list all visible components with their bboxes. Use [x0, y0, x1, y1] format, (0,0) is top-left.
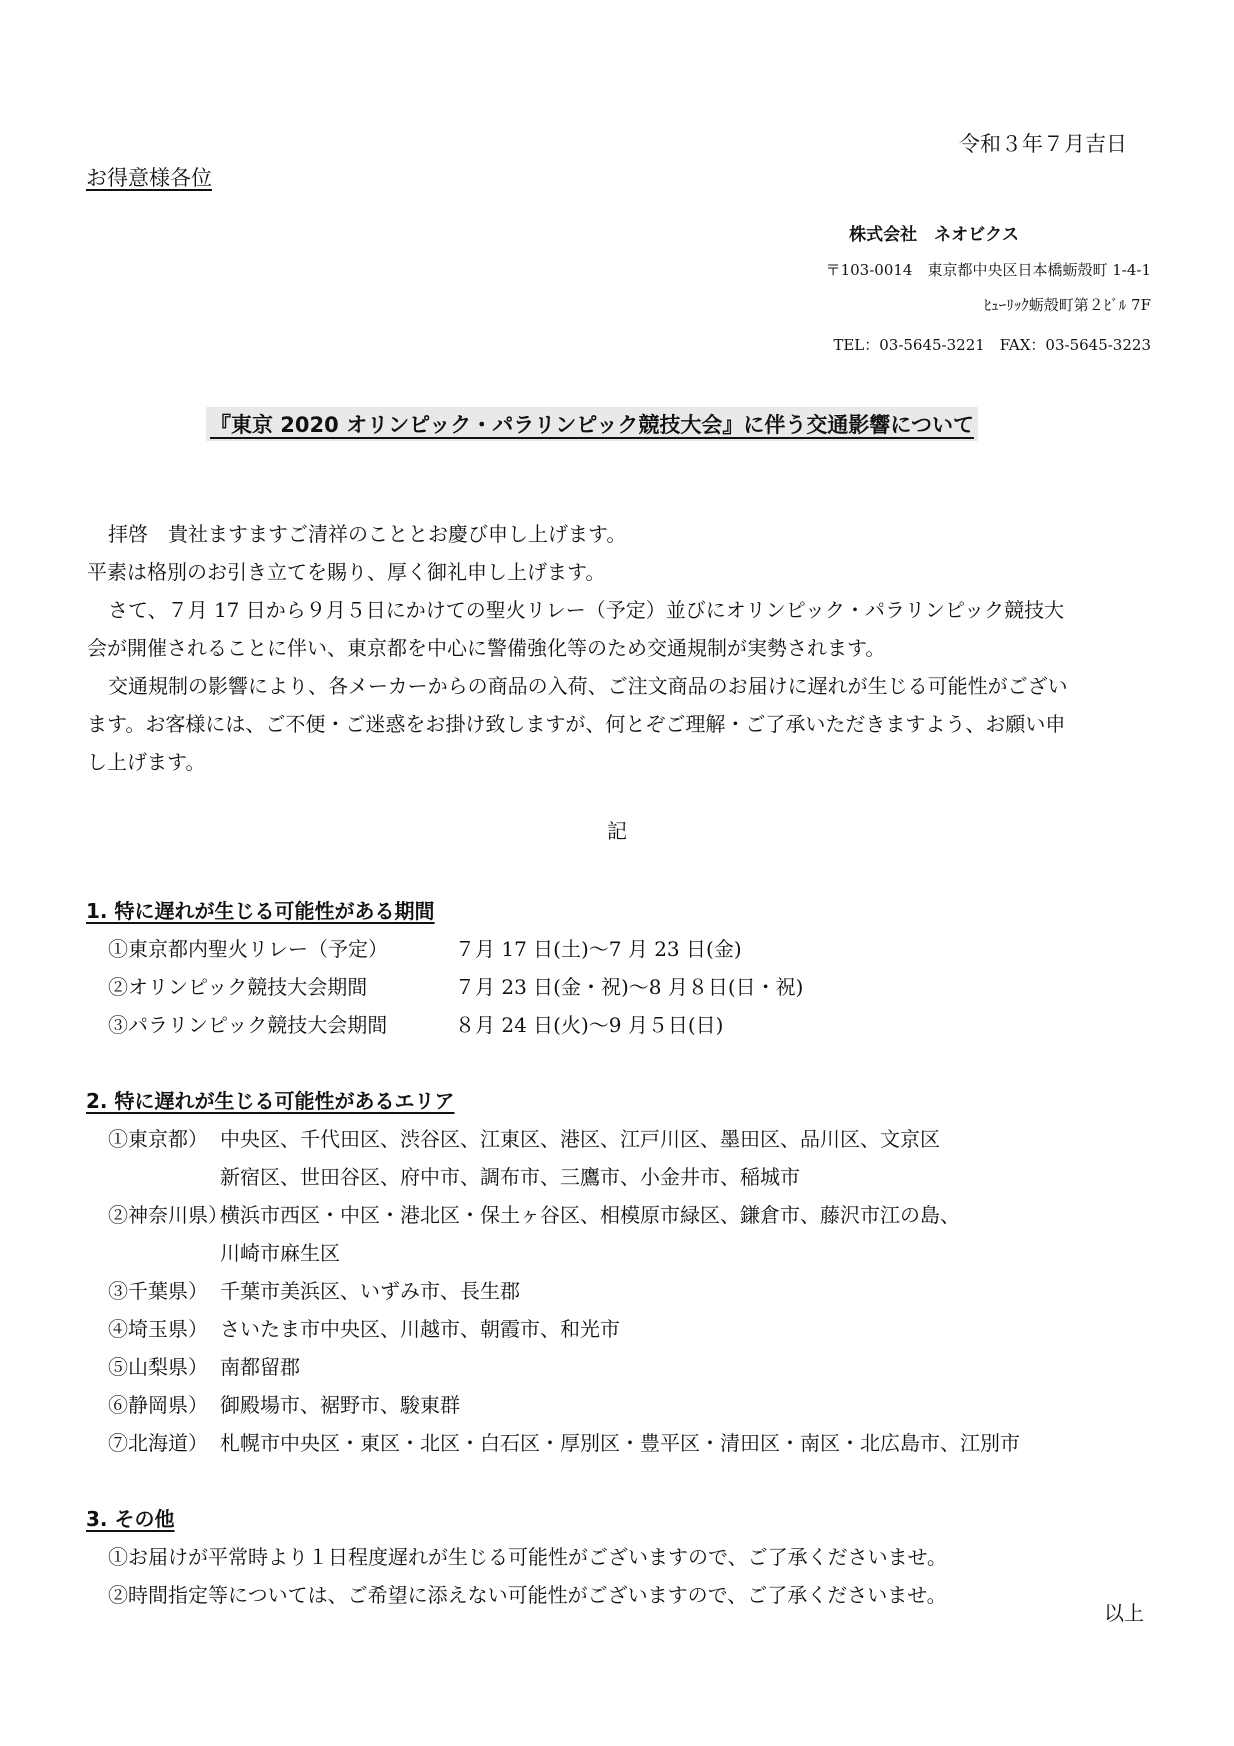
- body-line: ます。お客様には、ご不便・ご迷惑をお掛け致しますが、何とぞご理解・ご了承いただきますよう、お願い申: [87, 712, 1066, 736]
- body-line: 交通規制の影響により、各メーカーからの商品の入荷、ご注文商品のお届けに遅れが生じる可能性がござい: [108, 674, 1068, 698]
- period-label: ③パラリンピック競技大会期間: [108, 1013, 388, 1037]
- area-label: ⑥静岡県）: [108, 1393, 208, 1417]
- area-list: 横浜市西区・中区・港北区・保土ヶ谷区、相模原市緑区、鎌倉市、藤沢市江の島、: [220, 1203, 960, 1227]
- closing: 以上: [1104, 1601, 1144, 1625]
- area-list: 川崎市麻生区: [220, 1241, 340, 1265]
- other-note: ①お届けが平常時より１日程度遅れが生じる可能性がございますので、ご了承くださいませ。: [108, 1545, 947, 1569]
- ki-marker: 記: [607, 819, 627, 843]
- area-label: ⑦北海道）: [108, 1431, 208, 1455]
- area-list: さいたま市中央区、川越市、朝霞市、和光市: [220, 1317, 620, 1341]
- body-line: し上げます。: [87, 750, 206, 774]
- area-label: ⑤山梨県）: [108, 1355, 208, 1379]
- company-name: 株式会社 ネオビクス: [849, 225, 1019, 245]
- area-list: 新宿区、世田谷区、府中市、調布市、三鷹市、小金井市、稲城市: [220, 1165, 800, 1189]
- body-line: さて、７月 17 日から９月５日にかけての聖火リレー（予定）並びにオリンピック・パラリンピック競技大: [108, 598, 1065, 622]
- company-contact: TEL：03-5645-3221 FAX：03-5645-3223: [833, 336, 1151, 354]
- area-label: ①東京都）: [108, 1127, 208, 1151]
- area-list: 千葉市美浜区、いずみ市、長生郡: [220, 1279, 520, 1303]
- period-dates: ７月 17 日(土)～7 月 23 日(金): [455, 937, 742, 961]
- area-list: 御殿場市、裾野市、駿東群: [220, 1393, 460, 1417]
- body-line: 平素は格別のお引き立てを賜り、厚く御礼申し上げます。: [87, 560, 606, 584]
- area-label: ④埼玉県）: [108, 1317, 208, 1341]
- section-heading-other: 3. その他: [86, 1507, 175, 1531]
- document-title: 『東京 2020 オリンピック・パラリンピック競技大会』に伴う交通影響について: [206, 407, 978, 441]
- section-heading-periods: 1. 特に遅れが生じる可能性がある期間: [86, 899, 435, 923]
- company-address: 〒103-0014 東京都中央区日本橋蛎殻町 1-4-1: [825, 261, 1151, 279]
- body-line: 会が開催されることに伴い、東京都を中心に警備強化等のため交通規制が実勢されます。: [87, 636, 886, 660]
- period-label: ②オリンピック競技大会期間: [108, 975, 368, 999]
- area-label: ②神奈川県）: [108, 1203, 228, 1227]
- other-note: ②時間指定等については、ご希望に添えない可能性がございますので、ご了承くださいませ。: [108, 1583, 947, 1607]
- period-dates: ８月 24 日(火)～9 月５日(日): [455, 1013, 724, 1037]
- document-date: 令和３年７月吉日: [959, 132, 1127, 156]
- area-label: ③千葉県）: [108, 1279, 208, 1303]
- company-building: ﾋｭｰﾘｯｸ蛎殻町第２ﾋﾞﾙ 7F: [983, 296, 1151, 314]
- recipient: お得意様各位: [86, 166, 212, 190]
- area-list: 札幌市中央区・東区・北区・白石区・厚別区・豊平区・清田区・南区・北広島市、江別市: [220, 1431, 1020, 1455]
- body-line: 拝啓 貴社ますますご清祥のこととお慶び申し上げます。: [108, 522, 627, 546]
- period-label: ①東京都内聖火リレー（予定）: [108, 937, 388, 961]
- section-heading-areas: 2. 特に遅れが生じる可能性があるエリア: [86, 1089, 455, 1113]
- period-dates: ７月 23 日(金・祝)～8 月８日(日・祝): [455, 975, 804, 999]
- area-list: 中央区、千代田区、渋谷区、江東区、港区、江戸川区、墨田区、品川区、文京区: [220, 1127, 940, 1151]
- area-list: 南都留郡: [220, 1355, 300, 1379]
